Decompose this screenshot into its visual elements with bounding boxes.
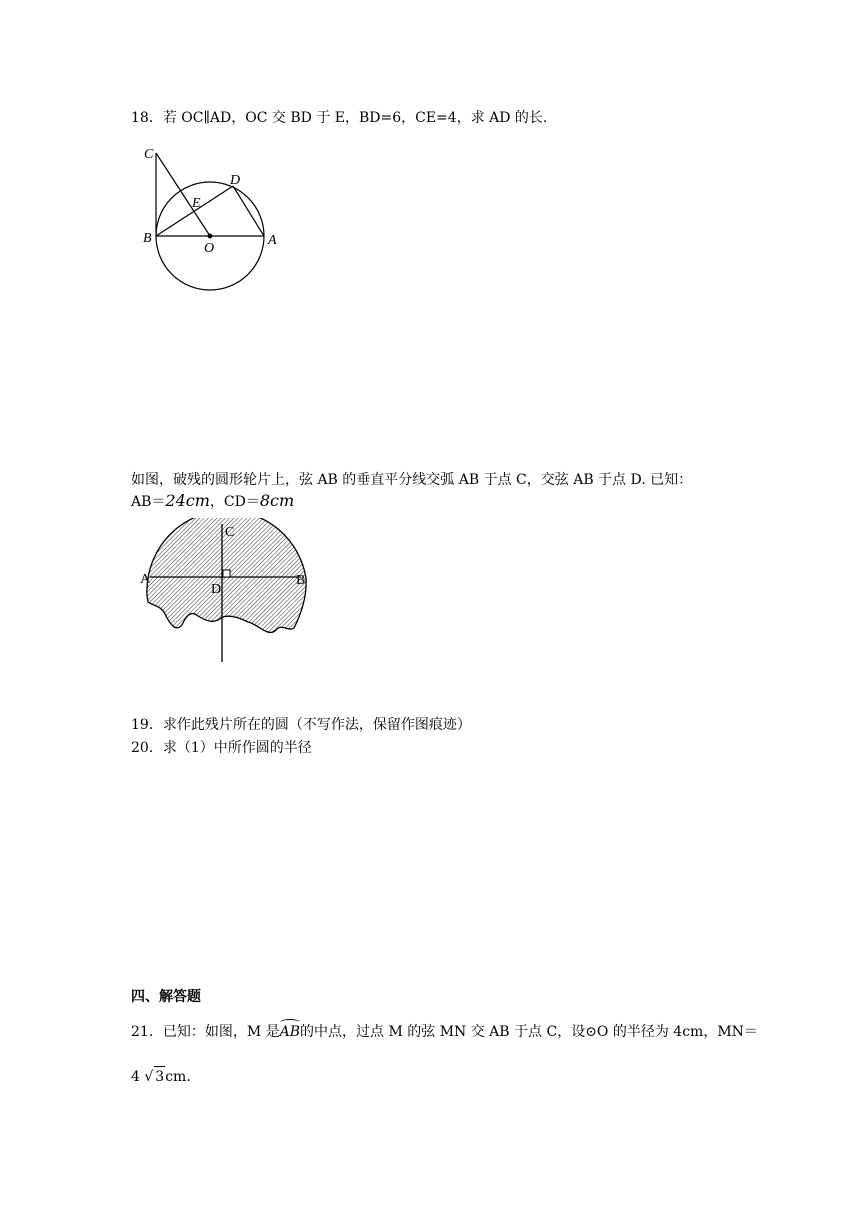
label-b: B [143, 231, 152, 246]
question-21-line-1 [131, 1022, 758, 1042]
label-b2: B [296, 573, 306, 588]
label-d2: D [211, 582, 222, 597]
coefficient: 4 [131, 1069, 140, 1085]
separator: ， [209, 494, 224, 510]
label-c2: C [225, 525, 235, 540]
question-21-line-2 [131, 1066, 191, 1087]
cd-label: CD＝ [223, 494, 260, 510]
question-18-text: 18．若 OC∥AD，OC 交 BD 于 E，BD=6，CE=4，求 AD 的长. [131, 110, 548, 126]
intro-line-1: 如图，破残的圆形轮片上，弦 AB 的垂直平分线交弧 AB 于点 C，交弦 AB 于点 D. 已知： [131, 472, 693, 488]
cd-value: 8cm [259, 491, 295, 510]
label-c: C [144, 147, 154, 162]
label-o: O [204, 241, 215, 256]
label-e: E [192, 196, 201, 211]
broken-wheel-diagram [136, 518, 316, 668]
q21-suffix: 的中点，过点 M 的弦 MN 交 AB 于点 C，设⊙O 的半径为 4cm，MN＝ [300, 1024, 758, 1040]
question-19-text: 19．求作此残片所在的圆（不写作法，保留作图痕迹） [131, 717, 471, 733]
radicand: 3 [154, 1066, 165, 1087]
unit: cm. [165, 1069, 191, 1085]
label-a2: A [140, 572, 151, 587]
label-a: A [268, 233, 277, 248]
sqrt-symbol-icon: √ [144, 1069, 154, 1085]
question-20-text: 20．求（1）中所作圆的半径 [131, 740, 312, 756]
circle-diagram-q18 [138, 140, 288, 300]
ab-value: 24cm [165, 491, 210, 510]
q21-prefix: 21．已知：如图，M 是 [131, 1024, 280, 1040]
ab-label: AB＝ [131, 494, 166, 510]
section-heading: 四、解答题 [131, 989, 201, 1005]
label-d: D [230, 173, 241, 188]
arc-ab: AB [279, 1024, 301, 1040]
intro-line-2 [131, 491, 294, 512]
